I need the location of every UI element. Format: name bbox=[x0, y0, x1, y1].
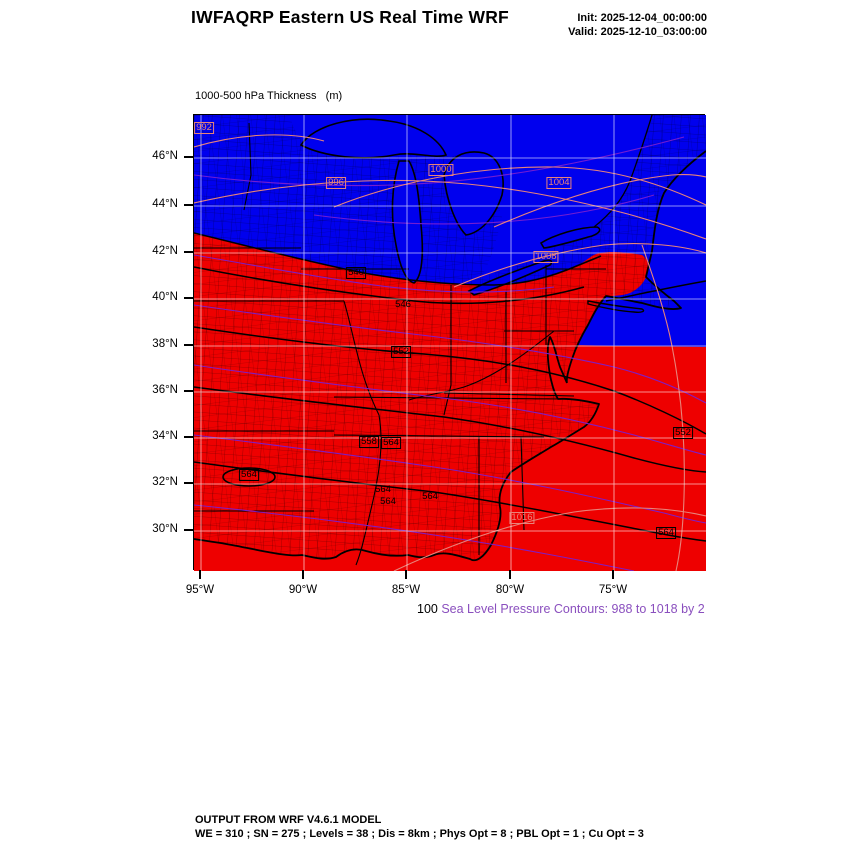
lat-tick bbox=[184, 297, 193, 299]
lat-tick bbox=[184, 344, 193, 346]
page-title: IWFAQRP Eastern US Real Time WRF bbox=[191, 7, 509, 27]
footer-config-line: WE = 310 ; SN = 275 ; Levels = 38 ; Dis = 8km ; Phys Opt = 8 ; PBL Opt = 1 ; Cu Opt = 3 bbox=[195, 827, 644, 840]
lon-tick bbox=[509, 570, 511, 579]
lat-tick-label: 44°N bbox=[152, 198, 178, 210]
lon-tick-label: 75°W bbox=[598, 584, 628, 596]
lat-tick bbox=[184, 482, 193, 484]
contour-label-552: 552 bbox=[393, 346, 409, 357]
lat-tick-label: 32°N bbox=[152, 476, 178, 488]
contour-label-564: 564 bbox=[383, 437, 399, 448]
slp-note-text: Sea Level Pressure Contours: 988 to 1018 by 2 bbox=[437, 602, 705, 616]
lat-tick-label: 42°N bbox=[152, 245, 178, 257]
lon-tick-label: 95°W bbox=[185, 584, 215, 596]
map-canvas bbox=[194, 115, 706, 571]
lon-tick bbox=[199, 570, 201, 579]
contour-label-564: 564 bbox=[380, 496, 396, 507]
contour-label-546: 546 bbox=[395, 299, 411, 310]
contour-label-552: 552 bbox=[675, 427, 691, 438]
slp-contour-note bbox=[417, 602, 705, 616]
lat-tick-label: 34°N bbox=[152, 430, 178, 442]
contour-label-1004: 1004 bbox=[548, 177, 570, 188]
model-footer bbox=[195, 814, 644, 841]
lat-tick bbox=[184, 390, 193, 392]
lat-tick-label: 40°N bbox=[152, 291, 178, 303]
contour-label-564: 564 bbox=[658, 527, 674, 538]
lat-tick-label: 38°N bbox=[152, 338, 178, 350]
valid-timestamp: Valid: 2025-12-10_03:00:00 bbox=[568, 26, 707, 38]
lat-tick bbox=[184, 204, 193, 206]
lat-tick bbox=[184, 529, 193, 531]
lat-tick bbox=[184, 436, 193, 438]
contour-label-564: 564 bbox=[375, 484, 391, 495]
lon-tick-label: 80°W bbox=[495, 584, 525, 596]
lat-tick bbox=[184, 156, 193, 158]
lon-tick bbox=[612, 570, 614, 579]
init-timestamp: Init: 2025-12-04_00:00:00 bbox=[577, 12, 707, 24]
legend-thickness-1: 1000-500 hPa Thickness (m) bbox=[195, 90, 343, 102]
contour-label-1016: 1016 bbox=[511, 512, 533, 523]
lon-tick bbox=[405, 570, 407, 579]
contour-label-996: 996 bbox=[328, 177, 344, 188]
lon-tick bbox=[302, 570, 304, 579]
contour-label-540: 540 bbox=[348, 267, 364, 278]
lat-tick-label: 30°N bbox=[152, 523, 178, 535]
map-frame bbox=[193, 114, 705, 570]
footer-model-line: OUTPUT FROM WRF V4.6.1 MODEL bbox=[195, 814, 382, 826]
lat-tick-label: 46°N bbox=[152, 150, 178, 162]
contour-label-1008: 1008 bbox=[535, 251, 557, 262]
lat-tick bbox=[184, 251, 193, 253]
clipped-label: 100 bbox=[417, 602, 438, 616]
contour-label-558: 558 bbox=[361, 436, 377, 447]
lat-tick-label: 36°N bbox=[152, 384, 178, 396]
contour-label-564: 564 bbox=[422, 491, 438, 502]
run-info bbox=[450, 11, 707, 39]
contour-label-1000: 1000 bbox=[430, 164, 452, 175]
lon-tick-label: 85°W bbox=[391, 584, 421, 596]
contour-label-564: 564 bbox=[241, 469, 257, 480]
lon-tick-label: 90°W bbox=[288, 584, 318, 596]
contour-label-992: 992 bbox=[196, 122, 212, 133]
